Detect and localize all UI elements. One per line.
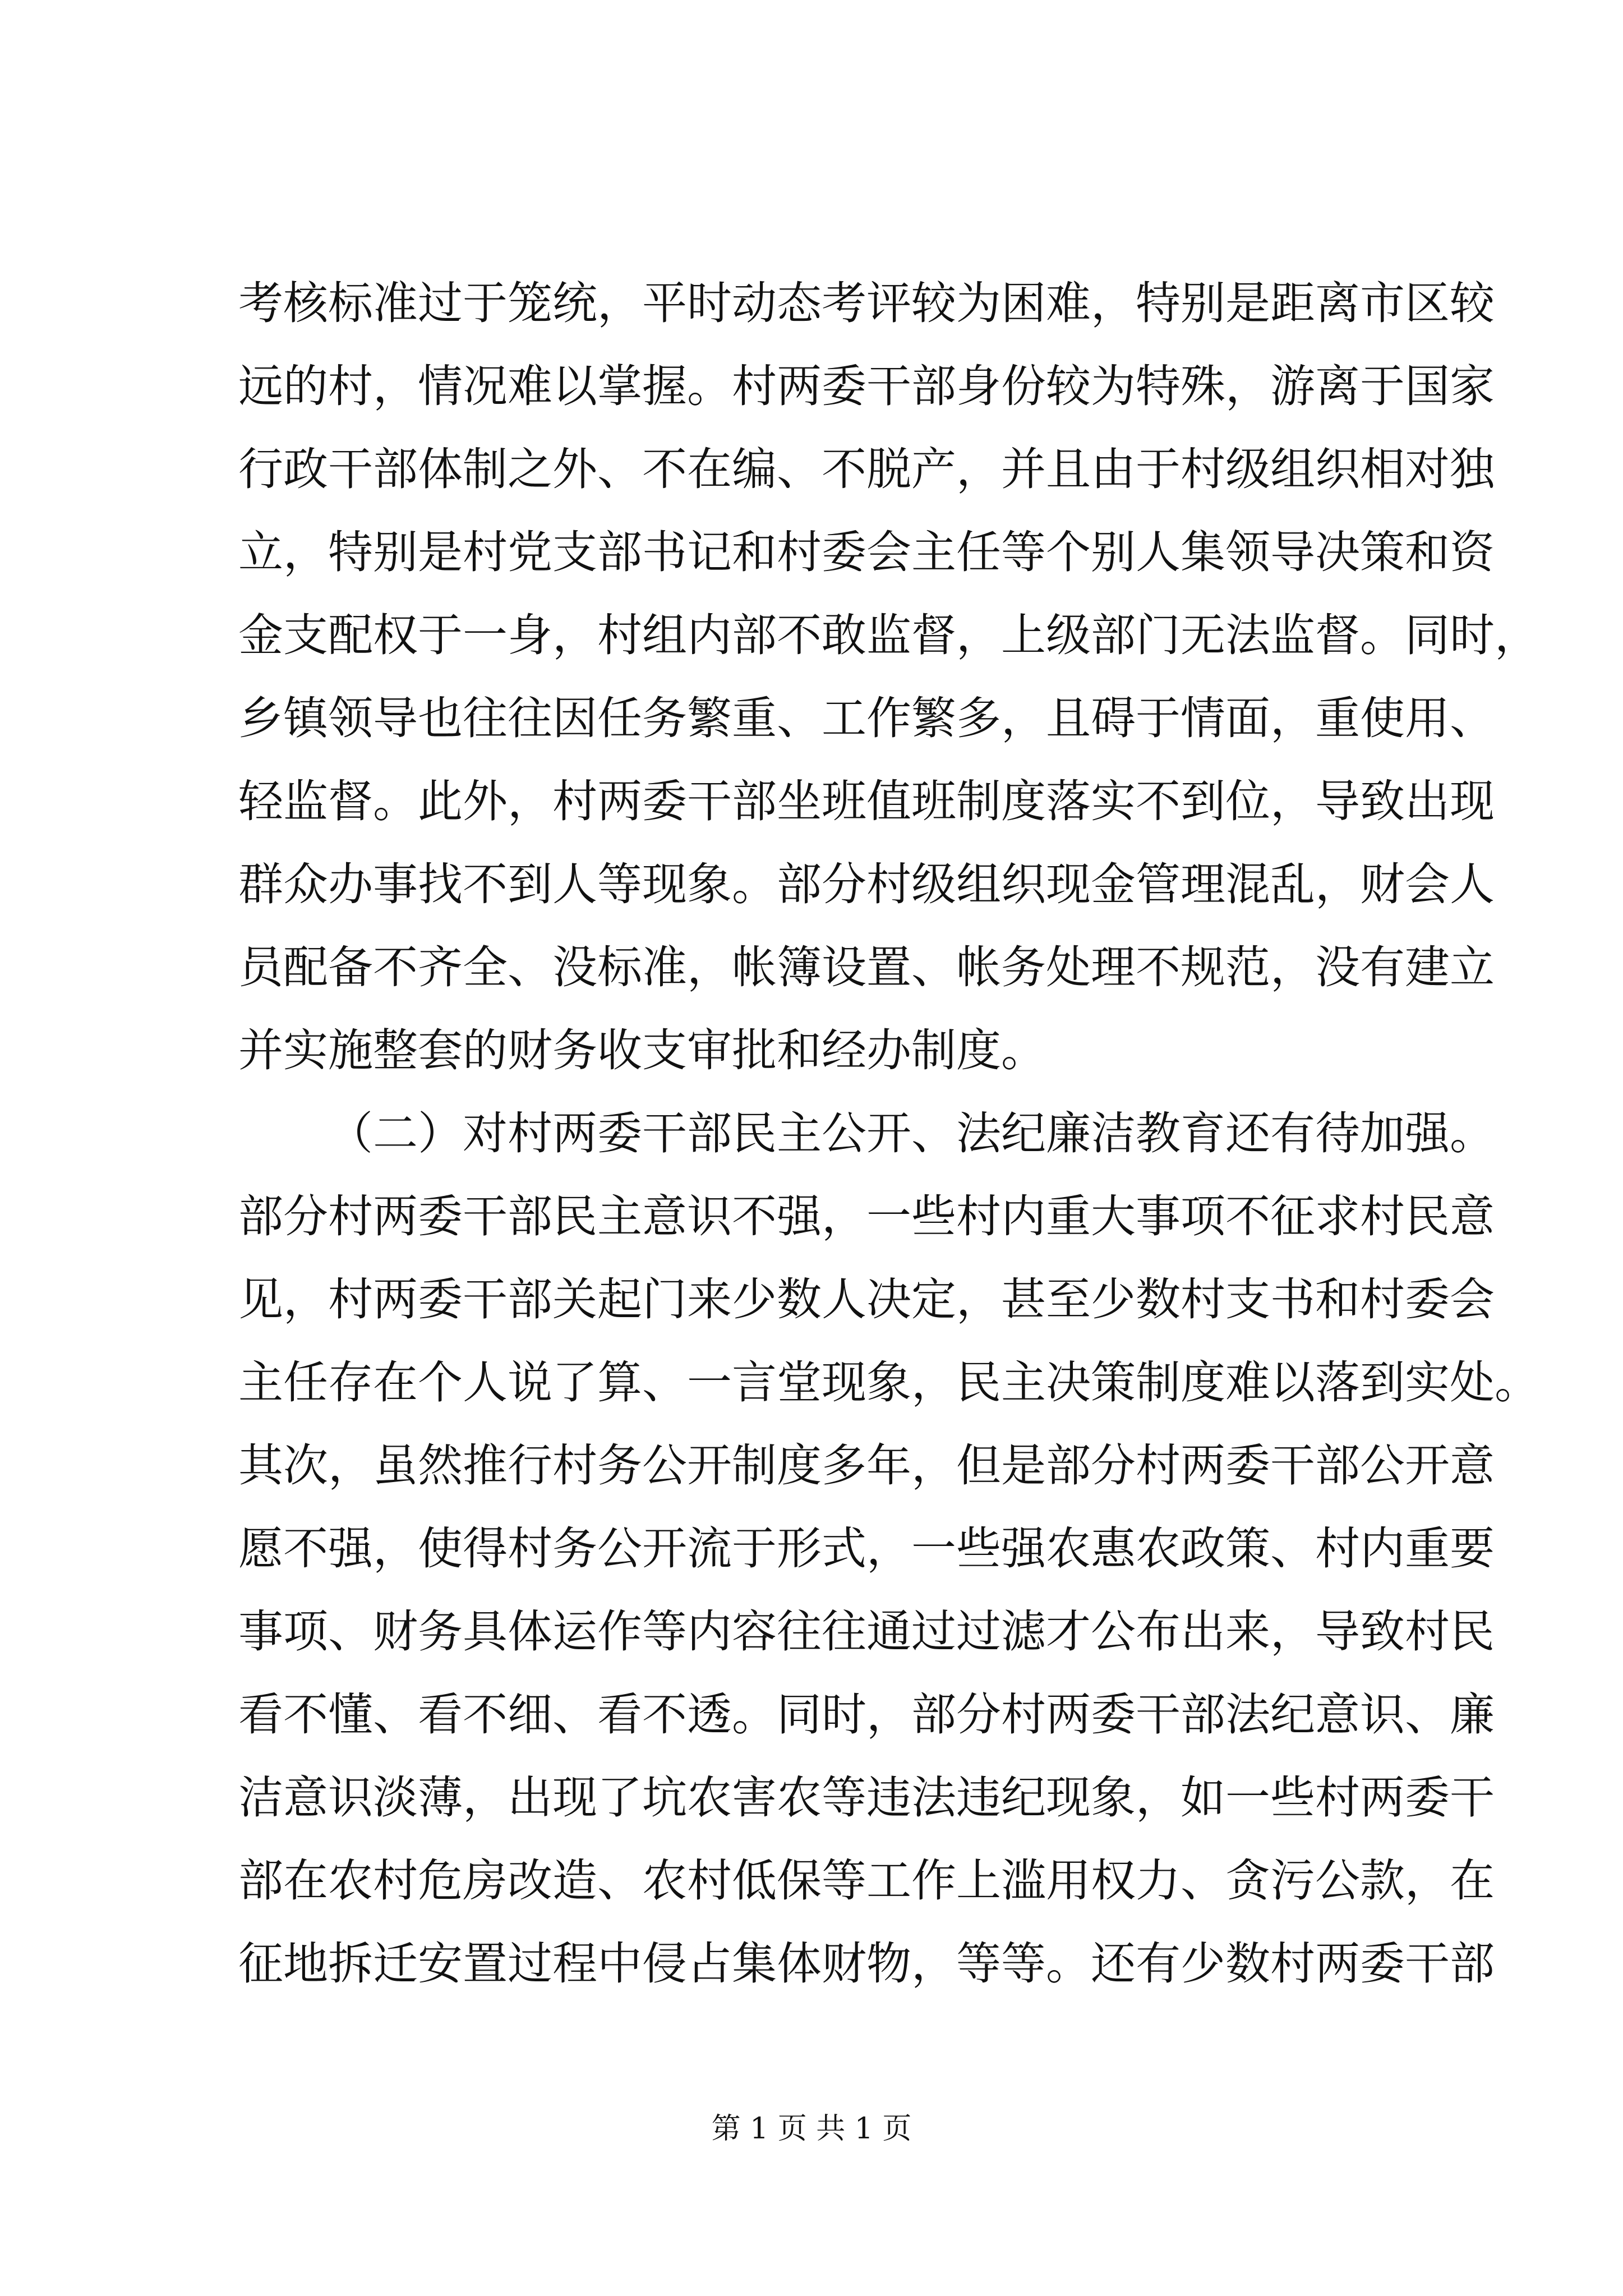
text-line: 见，村两委干部关起门来少数人决定，甚至少数村支书和村委会 [238, 1273, 1495, 1326]
text-line: 看不懂、看不细、看不透。同时，部分村两委干部法纪意识、廉 [238, 1688, 1495, 1741]
document-body [238, 262, 1539, 2005]
text-line: 群众办事找不到人等现象。部分村级组织现金管理混乱，财会人 [238, 858, 1495, 910]
text-line: 并实施整套的财务收支审批和经办制度。 [238, 1024, 1046, 1076]
text-line: 行政干部体制之外、不在编、不脱产，并且由于村级组织相对独 [238, 443, 1495, 495]
text-line: 洁意识淡薄，出现了坑农害农等违法违纪现象，如一些村两委干 [238, 1772, 1495, 1824]
text-line: 事项、财务具体运作等内容往往通过过滤才公布出来，导致村民 [238, 1605, 1495, 1658]
text-line: 部在农村危房改造、农村低保等工作上滥用权力、贪污公款，在 [238, 1855, 1495, 1907]
text-line: 部分村两委干部民主意识不强，一些村内重大事项不征求村民意 [238, 1190, 1495, 1243]
text-line: 其次，虽然推行村务公开制度多年，但是部分村两委干部公开意 [238, 1439, 1495, 1492]
text-line: 立，特别是村党支部书记和村委会主任等个别人集领导决策和资 [238, 526, 1495, 578]
text-line: 员配备不齐全、没标准，帐簿设置、帐务处理不规范，没有建立 [238, 941, 1495, 993]
text-line: 愿不强，使得村务公开流于形式，一些强农惠农政策、村内重要 [238, 1522, 1495, 1575]
text-line: 金支配权于一身，村组内部不敢监督，上级部门无法监督。同时， [238, 609, 1539, 661]
text-line: 征地拆迁安置过程中侵占集体财物，等等。还有少数村两委干部 [238, 1938, 1495, 1990]
paragraph-2 [238, 1092, 1539, 2005]
text-line: 主任存在个人说了算、一言堂现象，民主决策制度难以落到实处。 [238, 1356, 1539, 1409]
page-number-footer: 第 1 页 共 1 页 [711, 2112, 912, 2146]
text-line: 轻监督。此外，村两委干部坐班值班制度落实不到位，导致出现 [238, 775, 1495, 827]
text-line: 乡镇领导也往往因任务繁重、工作繁多，且碍于情面，重使用、 [238, 692, 1495, 744]
text-line: 考核标准过于笼统，平时动态考评较为困难，特别是距离市区较 [238, 277, 1495, 329]
text-line: 远的村，情况难以掌握。村两委干部身份较为特殊，游离于国家 [238, 360, 1495, 412]
paragraph-1 [238, 262, 1539, 1092]
section-heading-line: （二）对村两委干部民主公开、法纪廉洁教育还有待加强。 [328, 1107, 1495, 1159]
